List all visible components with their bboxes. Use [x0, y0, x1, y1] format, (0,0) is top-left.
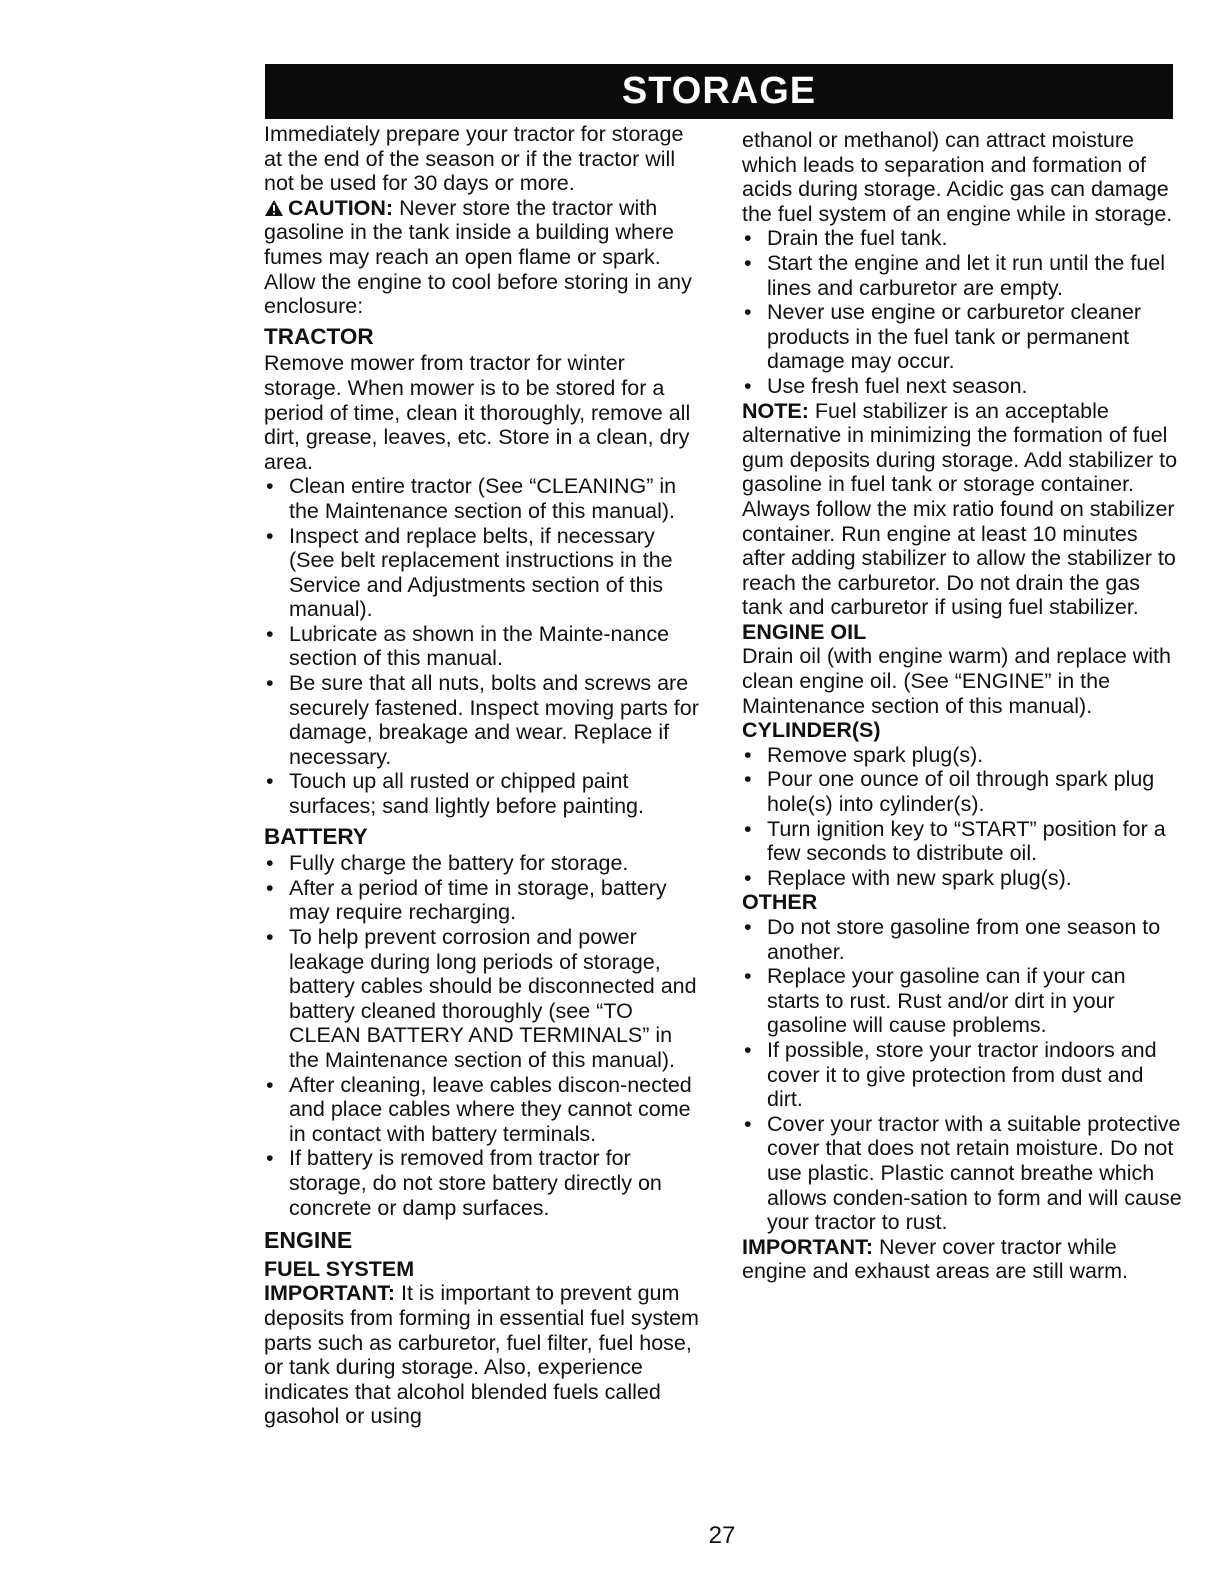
page-number: 27: [708, 1522, 736, 1549]
important-text: Never cover tractor while engine and exhaust areas are still warm.: [742, 1234, 1129, 1284]
important-label: IMPORTANT:: [264, 1281, 395, 1306]
list-item: • To help prevent corrosion and power leakage during long periods of storage, battery cables should be disconnected and battery cleaned thoroughly (see “TO CLEAN BATTERY AND TERMINALS” in the Maintenance section of this manual).: [264, 925, 704, 1073]
cylinders-heading: CYLINDER(S): [742, 718, 881, 743]
final-important-paragraph: [742, 1235, 1182, 1284]
note-text: Fuel stabilizer is an acceptable alternative in minimizing the formation of fuel gum deposits during storage. Add stabilizer to gasoline in fuel tank or storage container. Always follow the mix ratio found on stabilizer container. Run engine at least 10 minutes after adding stabilizer to allow the stabilizer to reach the carburetor. Do not drain the gas tank and carburetor if using fuel stabilizer.: [742, 398, 1178, 620]
tractor-paragraph: Remove mower from tractor for winter storage. When mower is to be stored for a period of time, clean it thoroughly, remove all dirt, grease, leaves, etc. Store in a clean, dry area.: [264, 351, 691, 474]
list-item: • Be sure that all nuts, bolts and screws are securely fastened. Inspect moving parts for damage, breakage and wear. Replace if necessary.: [264, 671, 704, 769]
list-item: • After a period of time in storage, battery may require recharging.: [264, 876, 704, 925]
list-item: • Replace with new spark plug(s).: [742, 866, 1182, 891]
list-item: • Touch up all rusted or chipped paint surfaces; sand lightly before painting.: [264, 769, 704, 818]
list-item: • Remove spark plug(s).: [742, 743, 1182, 768]
list-item: • If possible, store your tractor indoors and cover it to give protection from dust and dirt.: [742, 1038, 1182, 1112]
right-column: [742, 128, 1182, 1284]
list-item: • Do not store gasoline from one season to another.: [742, 915, 1182, 964]
intro-paragraph: Immediately prepare your tractor for storage at the end of the season or if the tractor will not be used for 30 days or more.: [264, 122, 684, 196]
list-item: • Use fresh fuel next season.: [742, 374, 1182, 399]
battery-list: [264, 851, 704, 1220]
important-paragraph: [264, 1281, 704, 1429]
caution-text: Never store the tractor with gasoline in the tank inside a building where fumes may reach an open flame or spark. Allow the engine to cool before storing in any enclosure:: [264, 195, 692, 319]
list-item: • Drain the fuel tank.: [742, 226, 1182, 251]
note-paragraph: [742, 399, 1182, 620]
warning-triangle-icon: [264, 199, 284, 217]
list-item: • Replace your gasoline can if your can starts to rust. Rust and/or dirt in your gasoline will cause problems.: [742, 964, 1182, 1038]
list-item: • Fully charge the battery for storage.: [264, 851, 704, 876]
list-item: • Cover your tractor with a suitable protective cover that does not retain moisture. Do not use plastic. Plastic cannot breathe which allows conden-sation to form and will cause your tractor to rust.: [742, 1112, 1182, 1235]
continued-paragraph: ethanol or methanol) can attract moisture which leads to separation and formation of acids during storage. Acidic gas can damage the fuel system of an engine while in storage.: [742, 128, 1173, 226]
other-heading: OTHER: [742, 890, 818, 915]
list-item: • If battery is removed from tractor for storage, do not store battery directly on concrete or damp surfaces.: [264, 1146, 704, 1220]
tractor-heading: TRACTOR: [264, 323, 374, 349]
engine-heading: ENGINE: [264, 1227, 353, 1254]
caution-label: CAUTION:: [288, 195, 394, 220]
note-label: NOTE:: [742, 398, 809, 423]
tractor-list: [264, 474, 704, 818]
other-list: [742, 915, 1182, 1235]
list-item: • After cleaning, leave cables discon-nected and place cables where they cannot come in contact with battery terminals.: [264, 1073, 704, 1147]
important-label: IMPORTANT:: [742, 1234, 873, 1259]
fuel-system-heading: FUEL SYSTEM: [264, 1256, 415, 1281]
page-title: STORAGE: [265, 64, 1173, 119]
fuel-list: [742, 226, 1182, 398]
list-item: • Clean entire tractor (See “CLEANING” in the Maintenance section of this manual).: [264, 474, 704, 523]
list-item: • Lubricate as shown in the Mainte-nance section of this manual.: [264, 622, 704, 671]
cylinders-list: [742, 743, 1182, 891]
list-item: • Start the engine and let it run until the fuel lines and carburetor are empty.: [742, 251, 1182, 300]
left-column: [264, 122, 704, 1429]
caution-paragraph: [264, 196, 704, 319]
list-item: • Pour one ounce of oil through spark plug hole(s) into cylinder(s).: [742, 767, 1182, 816]
important-text: It is important to prevent gum deposits from forming in essential fuel system parts such as carburetor, fuel filter, fuel hose, or tank during storage. Also, experience indicates that alcohol blended fuels called gasohol or using: [264, 1281, 699, 1429]
list-item: • Inspect and replace belts, if necessary (See belt replacement instructions in the Service and Adjustments section of this manual).: [264, 524, 704, 622]
list-item: • Never use engine or carburetor cleaner products in the fuel tank or permanent damage may occur.: [742, 300, 1182, 374]
engine-oil-heading: ENGINE OIL: [742, 619, 867, 644]
engine-oil-paragraph: Drain oil (with engine warm) and replace with clean engine oil. (See “ENGINE” in the Maintenance section of this manual).: [742, 644, 1171, 718]
list-item: • Turn ignition key to “START” position for a few seconds to distribute oil.: [742, 817, 1182, 866]
battery-heading: BATTERY: [264, 823, 368, 849]
